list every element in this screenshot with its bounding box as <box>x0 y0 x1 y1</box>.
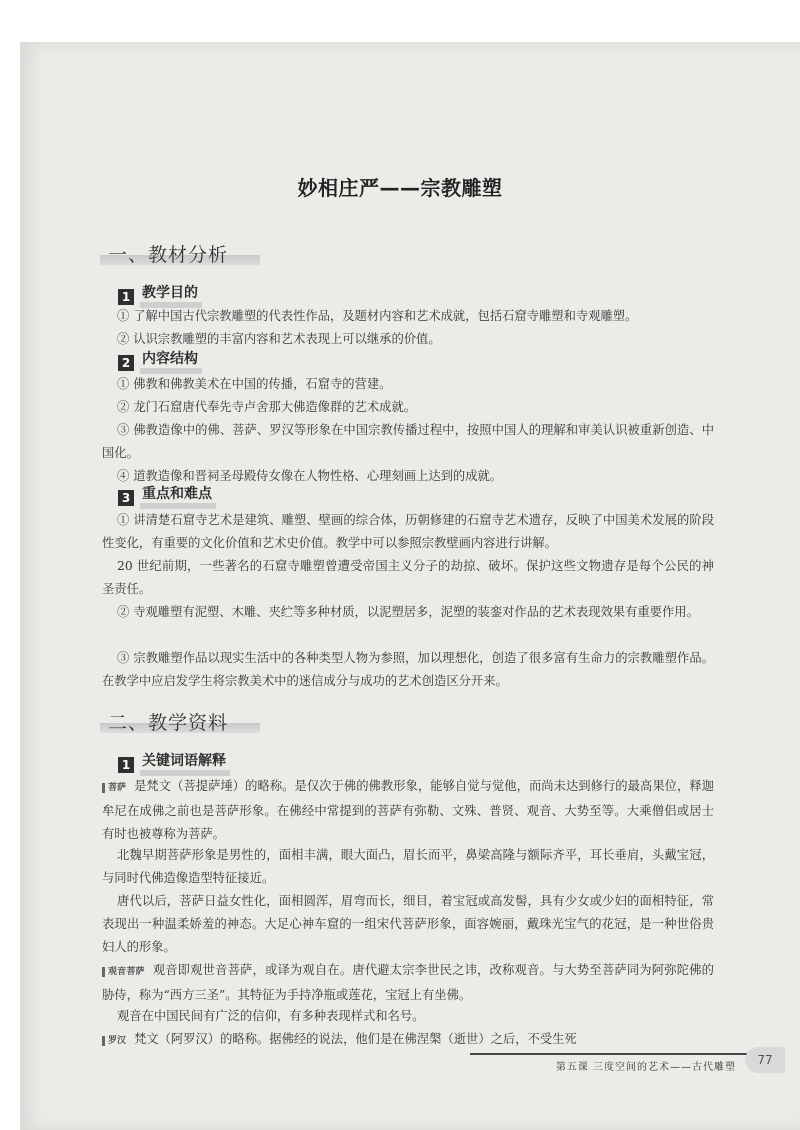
paragraph: ② 认识宗教雕塑的丰富内容和艺术表现上可以继承的价值。 <box>117 332 441 346</box>
subsection-label: 内容结构 <box>140 352 202 374</box>
subsection-label: 教学目的 <box>140 286 202 308</box>
paragraph <box>102 959 714 1007</box>
paragraph-text: 梵文（阿罗汉）的略称。据佛经的说法，他们是在佛涅槃（逝世）之后，不受生死 <box>134 1032 577 1046</box>
footer-running-title: 第五课 三度空间的艺术——古代雕塑 <box>555 1062 736 1073</box>
footer-rule <box>470 1053 748 1055</box>
section-heading-2: 二、教学资料 <box>108 712 229 734</box>
subsection-label: 重点和难点 <box>140 487 216 509</box>
number-badge: 2 <box>118 355 134 371</box>
subsection-heading <box>118 754 230 776</box>
paragraph <box>102 1028 714 1053</box>
paragraph: ② 龙门石窟唐代奉先寺卢舍那大佛造像群的艺术成就。 <box>117 400 417 414</box>
paragraph: ③ 佛教造像中的佛、菩萨、罗汉等形象在中国宗教传播过程中，按照中国人的理解和审美认识被重新创造、中国化。 <box>102 423 714 460</box>
term-tag: 罗汉 <box>102 1036 130 1046</box>
page-title: 妙相庄严——宗教雕塑 <box>297 176 503 200</box>
paragraph: ① 佛教和佛教美术在中国的传播，石窟寺的营建。 <box>117 377 392 391</box>
paragraph: ④ 道教造像和晋祠圣母殿侍女像在人物性格、心理刻画上达到的成就。 <box>117 469 503 483</box>
number-badge: 1 <box>118 289 134 305</box>
paragraph: ② 寺观雕塑有泥塑、木雕、夹纻等多种材质，以泥塑居多，泥塑的装銮对作品的艺术表现效果有重要作用。 <box>117 605 699 619</box>
paragraph <box>102 775 714 846</box>
paragraph: 北魏早期菩萨形象是男性的，面相丰满，眼大面凸，眉长而平，鼻梁高隆与额际齐平，耳长垂肩，头戴宝冠，与同时代佛造像造型特征接近。 <box>102 848 714 885</box>
number-badge: 1 <box>118 757 134 773</box>
number-badge: 3 <box>118 490 134 506</box>
paragraph-text: 是梵文（菩提萨埵）的略称。是仅次于佛的佛教形象，能够自觉与觉他，而尚未达到修行的最高果位，释迦牟尼在成佛之前也是菩萨形象。在佛经中常提到的菩萨有弥勒、文殊、普贤、观音、大势至等。大乘僧侣或居士有时也被尊称为菩萨。 <box>102 779 714 841</box>
paragraph: ③ 宗教雕塑作品以现实生活中的各种类型人物为参照，加以理想化，创造了很多富有生命力的宗教雕塑作品。在教学中应启发学生将宗教美术中的迷信成分与成功的艺术创造区分开来。 <box>102 651 714 688</box>
term-tag: 菩萨 <box>102 783 130 793</box>
term-tag: 观音菩萨 <box>102 967 149 977</box>
subsection-heading <box>118 352 202 374</box>
paragraph: 20 世纪前期，一些著名的石窟寺雕塑曾遭受帝国主义分子的劫掠、破坏。保护这些文物遗存是每个公民的神圣责任。 <box>102 559 714 596</box>
paragraph: 观音在中国民间有广泛的信仰，有多种表现样式和名号。 <box>117 1009 425 1023</box>
subsection-label: 关键词语解释 <box>140 754 230 776</box>
subsection-heading <box>118 487 216 509</box>
paragraph: 唐代以后，菩萨日益女性化，面相圆浑，眉弯而长，细目，着宝冠或高发髻，具有少女或少妇的面相特征，常表现出一种温柔娇羞的神态。大足心神车窟的一组宋代菩萨形象，面容婉丽，戴珠光宝气的花冠，是一种世俗贵妇人的形象。 <box>102 894 714 954</box>
page-number: 77 <box>745 1047 785 1073</box>
paragraph: ① 讲清楚石窟寺艺术是建筑、雕塑、壁画的综合体，历朝修建的石窟寺艺术遗存，反映了中国美术发展的阶段性变化，有重要的文化价值和艺术史价值。教学中可以参照宗教壁画内容进行讲解。 <box>102 513 714 550</box>
paragraph-text: 观音即观世音菩萨，或译为观自在。唐代避太宗李世民之讳，改称观音。与大势至菩萨同为阿弥陀佛的胁侍，称为“西方三圣”。其特征为手持净瓶或莲花，宝冠上有坐佛。 <box>102 963 714 1002</box>
paragraph: ① 了解中国古代宗教雕塑的代表性作品，及题材内容和艺术成就，包括石窟寺雕塑和寺观雕塑。 <box>117 309 638 323</box>
section-heading-1: 一、教材分析 <box>108 244 229 266</box>
